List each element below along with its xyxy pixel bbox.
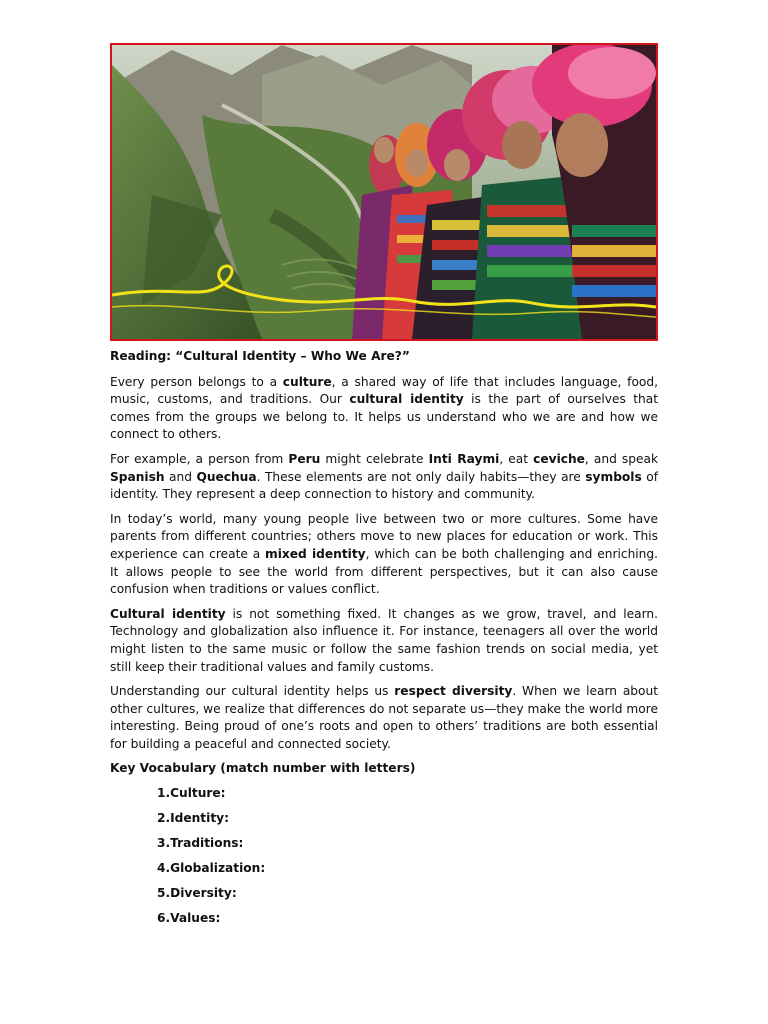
vocabulary-item: 1.Culture: — [157, 786, 226, 801]
paragraph-text: is not something fixed. It changes as we grow, travel, and learn. Technology and globalization also influence it. For instance, teenagers all over the world might listen to the same music or follow the same fashion trends on social media, yet still keep their traditional values and family customs. — [110, 606, 659, 674]
key-term: cultural identity — [349, 392, 464, 407]
reading-title: Reading: “Cultural Identity – Who We Are?” — [110, 349, 410, 363]
cultural-photo-icon — [112, 45, 656, 339]
key-term: Inti Raymi — [428, 451, 500, 466]
reading-paragraphs — [110, 374, 658, 754]
paragraph-text: and — [164, 469, 197, 484]
vocabulary-item: 3.Traditions: — [157, 836, 244, 851]
paragraph-text: , a shared way of life that includes language, food, music, customs, and traditions. Our — [110, 374, 658, 407]
reading-paragraph — [110, 606, 658, 676]
paragraph-text: Every person belongs to a — [110, 374, 283, 389]
header-photo — [110, 43, 658, 341]
vocabulary-item: 2.Identity: — [157, 811, 229, 826]
key-term: ceviche — [533, 451, 585, 466]
reading-paragraph — [110, 451, 658, 504]
paragraph-text: of identity. They represent a deep connection to history and community. — [110, 469, 658, 502]
reading-content — [110, 348, 658, 935]
key-term: Peru — [288, 451, 321, 466]
paragraph-text: is the part of ourselves that comes from the groups we belong to. It helps us understand who we are and how we connect to others. — [110, 392, 658, 442]
paragraph-text: . These elements are not only daily habits—they are — [256, 469, 586, 484]
paragraph-text: , eat — [499, 451, 534, 466]
paragraph-text: For example, a person from — [110, 451, 289, 466]
vocabulary-item: 5.Diversity: — [157, 886, 237, 901]
vocabulary-item: 4.Globalization: — [157, 861, 266, 876]
paragraph-text: , which can be both challenging and enriching. It allows people to see the world from different perspectives, but it can also cause confusion when traditions or values conflict. — [110, 546, 659, 597]
key-term: Spanish — [110, 469, 165, 484]
paragraph-text: might celebrate — [320, 451, 429, 466]
paragraph-text: , and speak — [584, 451, 658, 466]
key-term: Cultural identity — [110, 606, 226, 621]
key-term: Quechua — [196, 469, 257, 484]
paragraph-text: In today’s world, many young people live between two or more cultures. Some have parents from different countries; others move to new places for education or work. This experience can create a — [110, 511, 658, 561]
vocabulary-item: 6.Values: — [157, 911, 221, 926]
reading-paragraph — [110, 374, 658, 444]
key-term: symbols — [585, 469, 642, 484]
key-term: mixed identity — [265, 546, 366, 561]
reading-paragraph — [110, 511, 658, 599]
paragraph-text: Understanding our cultural identity helps us — [110, 684, 395, 699]
vocabulary-list — [110, 785, 658, 935]
paragraph-text: . When we learn about other cultures, we realize that differences do not separate us—they make the world more interesting. Being proud of one’s roots and open to others’ traditions are both essential for building a peaceful and connected society. — [110, 684, 658, 751]
reading-paragraph — [110, 683, 658, 753]
key-term: respect diversity — [394, 684, 513, 699]
vocabulary-heading: Key Vocabulary (match number with letters) — [110, 761, 416, 776]
key-term: culture — [282, 374, 332, 389]
